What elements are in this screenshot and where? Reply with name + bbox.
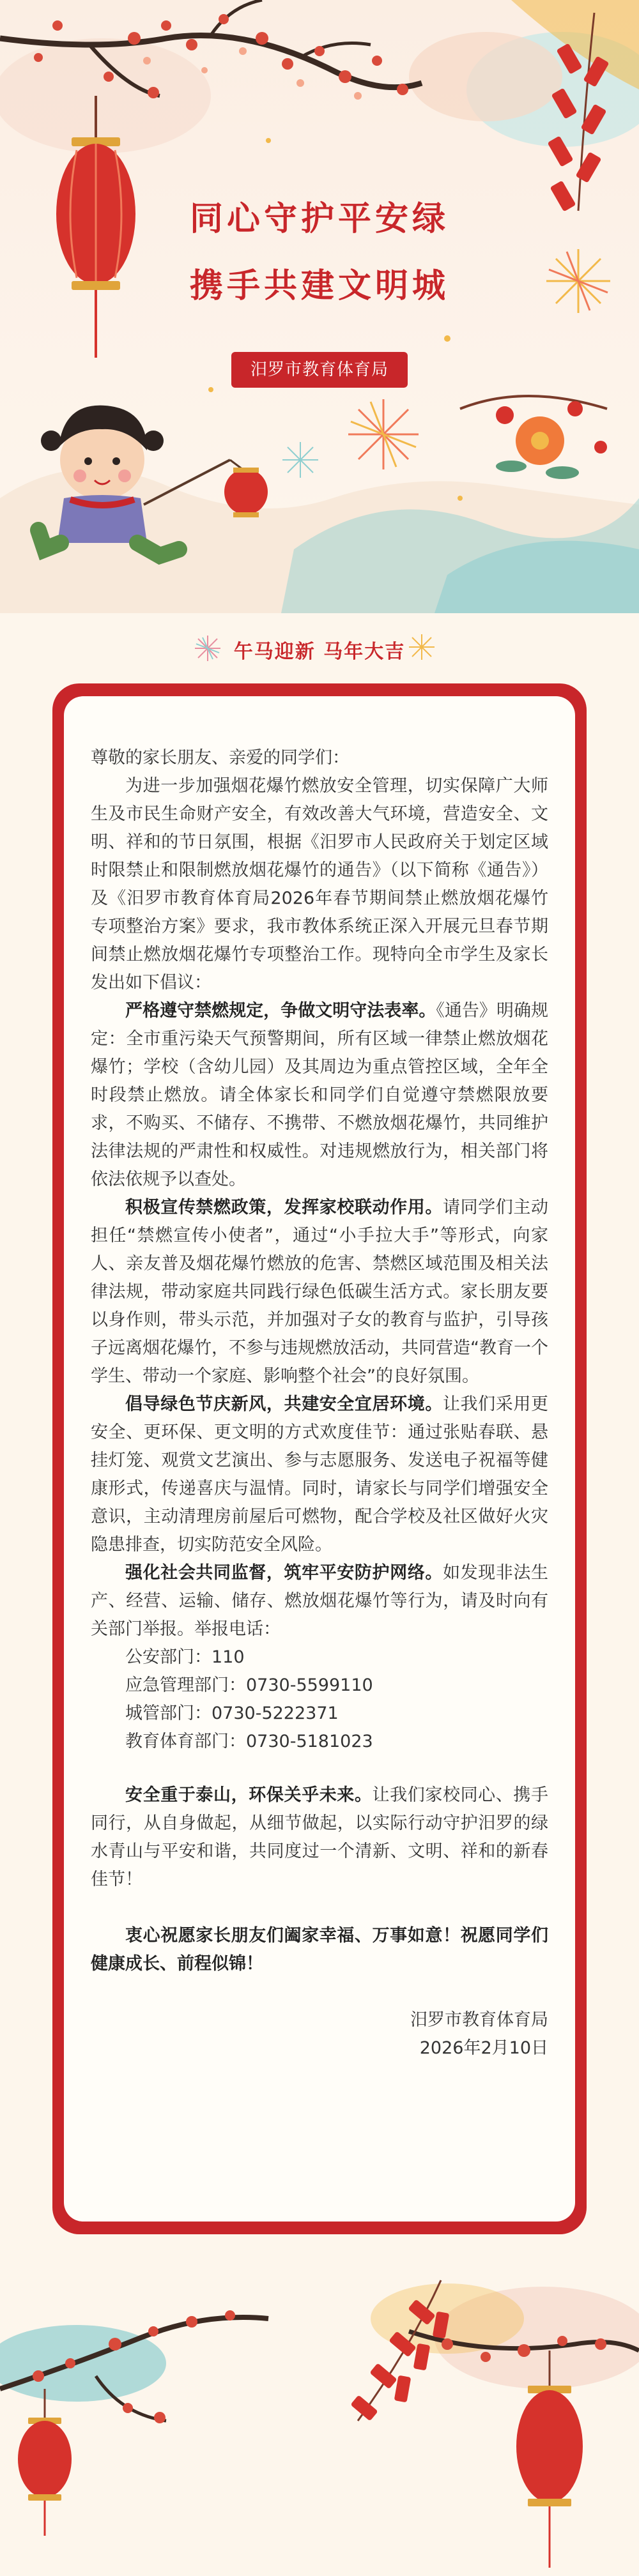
initiative-5 bbox=[91, 1781, 548, 1894]
initiative-2-heading: 积极宣传禁燃政策，发挥家校联动作用。 bbox=[125, 1198, 443, 1217]
letter-body bbox=[91, 744, 548, 2062]
lantern-footer-left-icon bbox=[18, 2389, 72, 2536]
letter-closing: 衷心祝愿家长朋友们阖家幸福、万事如意！祝愿同学们健康成长、前程似锦！ bbox=[91, 1926, 548, 1974]
hotline-police: 公安部门：110 bbox=[125, 1647, 245, 1667]
hotline-education: 教育体育部门：0730-5181023 bbox=[125, 1732, 373, 1751]
initiative-1-heading: 严格遵守禁燃规定，争做文明守法表率。 bbox=[125, 1001, 436, 1021]
letter-signature: 汨罗市教育体育局 bbox=[410, 2010, 548, 2030]
initiative-4-heading: 强化社会共同监督，筑牢平安防护网络。 bbox=[125, 1563, 443, 1583]
initiative-5-heading: 安全重于泰山，环保关乎未来。 bbox=[125, 1785, 373, 1805]
initiative-2 bbox=[91, 1194, 548, 1391]
footer-illustration bbox=[0, 2261, 639, 2576]
initiative-2-body: 请同学们主动担任“禁燃宣传小使者”，通过“小手拉大手”等形式，向家人、亲友普及烟花爆竹燃放的危害、禁燃区域范围及相关法律法规，带动家庭共同践行绿色低碳生活方式。家长朋友要以身作则，带头示范，并加强对子女的教育与监护，引导孩子远离烟花爆竹，不参与违规燃放活动，共同营造“教育一个学生、带动一个家庭、影响整个社会”的良好氛围。 bbox=[91, 1198, 549, 1386]
hotline-emergency: 应急管理部门：0730-5599110 bbox=[125, 1675, 373, 1695]
initiative-3 bbox=[91, 1391, 548, 1559]
initiative-3-heading: 倡导绿色节庆新风，共建安全宜居环境。 bbox=[125, 1394, 443, 1414]
letter-date: 2026年2月10日 bbox=[419, 2038, 548, 2058]
flower-icon bbox=[460, 396, 607, 479]
page-title-line2: 携手共建文明城 bbox=[189, 267, 449, 305]
banner-illustration bbox=[0, 0, 639, 613]
page-title-line1: 同心守护平安绿 bbox=[189, 200, 449, 238]
initiative-5-body: 让我们家校同心、携手同行，从自身做起，从细节做起，以实际行动守护汨罗的绿水青山与平安和谐，共同度过一个清新、文明、祥和的新春佳节！ bbox=[91, 1785, 549, 1889]
letter-intro: 为进一步加强烟花爆竹燃放安全管理，切实保障广大师生及市民生命财产安全，有效改善大气环境，营造安全、文明、祥和的节日氛围，根据《汨罗市人民政府关于划定区域时限禁止和限制燃放烟花爆竹的通告》（以下简称《通告》）及《汨罗市教育体育局2026年春节期间禁止燃放烟花爆竹专项整治方案》要求，我市教体系统正深入开展元旦春节期间禁止燃放烟花爆竹专项整治工作。现特向全市学生及家长发出如下倡议： bbox=[91, 776, 548, 993]
hotline-urban-management: 城管部门：0730-5222371 bbox=[125, 1703, 339, 1723]
firework-small-right-icon bbox=[403, 631, 441, 663]
initiative-4 bbox=[91, 1559, 548, 1643]
initiative-3-body: 让我们采用更安全、更环保、更文明的方式欢度佳节：通过张贴春联、悬挂灯笼、观赏文艺演出、参与志愿服务、发送电子祝福等健康形式，传递喜庆与温情。同时，请家长与同学们增强安全意识，主动清理房前屋后可燃物，配合学校及社区做好火灾隐患排查，切实防范安全风险。 bbox=[91, 1394, 549, 1555]
letter-greeting: 尊敬的家长朋友、亲爱的同学们： bbox=[91, 748, 350, 768]
initiative-1 bbox=[91, 997, 548, 1194]
publisher-badge: 汨罗市教育体育局 bbox=[231, 352, 408, 388]
initiative-4-body: 如发现非法生产、经营、运输、储存、燃放烟花爆竹等行为，请及时向有关部门举报。举报电话： bbox=[91, 1563, 549, 1639]
subhead-greeting: 午马迎新 马年大吉 bbox=[233, 641, 406, 663]
header-banner bbox=[0, 0, 639, 613]
initiative-1-body: 《通告》明确规定：全市重污染天气预警期间，所有区域一律禁止燃放烟花爆竹；学校（含幼儿园）及其周边为重点管控区域，全年全时段禁止燃放。请全体家长和同学们自觉遵守禁燃限放要求，不购买、不储存、不携带、不燃放烟花爆竹，共同维护法律法规的严肃性和权威性。对违规燃放行为，相关部门将依法依规予以查处。 bbox=[91, 1001, 548, 1189]
